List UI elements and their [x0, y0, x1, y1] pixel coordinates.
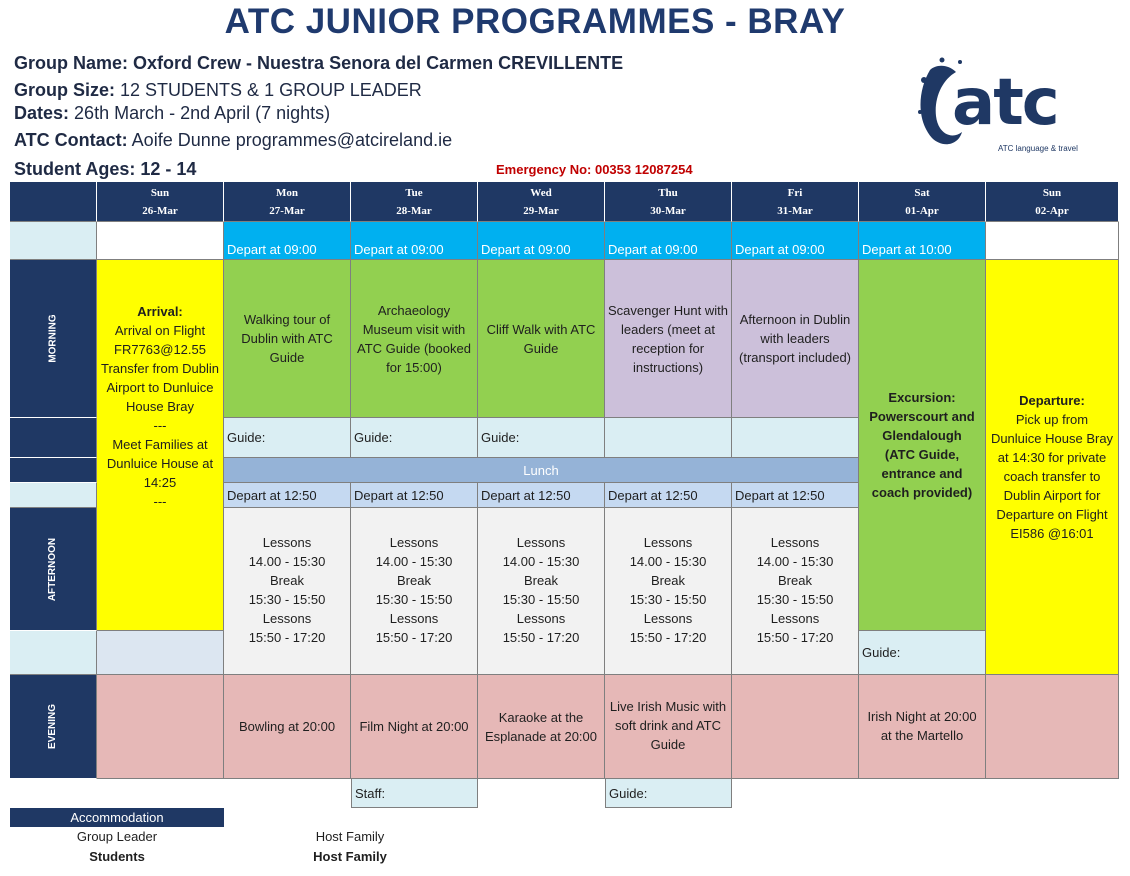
lessons-thu: Lessons 14.00 - 15:30 Break 15:30 - 15:50 Lessons 15:50 - 17:20: [605, 508, 732, 675]
arrival-meet: Meet Families at Dunluice House at 14:25: [106, 437, 214, 490]
dates-value: 26th March - 2nd April (7 nights): [74, 103, 331, 123]
evening-sun: [97, 675, 224, 779]
morning-thu: Scavenger Hunt with leaders (meet at reception for instructions): [605, 260, 732, 418]
excursion-cell: [859, 260, 986, 631]
excursion-destination: Powerscourt and Glendalough: [869, 409, 975, 443]
lessons-mon: Lessons 14.00 - 15:30 Break 15:30 - 15:50 Lessons 15:50 - 17:20: [224, 508, 351, 675]
logo-mark: atc: [952, 66, 1058, 140]
afternoon-label: AFTERNOON: [10, 508, 97, 631]
arrival-cell: [97, 260, 224, 631]
ages-label: Student Ages:: [14, 159, 136, 179]
dates-label: Dates:: [14, 103, 70, 123]
day-header-2: Mon 27-Mar: [224, 182, 351, 222]
group-size-label: Group Size:: [14, 80, 116, 100]
depart-pm-fri: Depart at 12:50: [732, 483, 859, 508]
depart-mon: Depart at 09:00: [224, 222, 351, 260]
evening-fri: [732, 675, 859, 779]
label-spacer-2: [10, 458, 97, 483]
guide-sat: Guide:: [859, 631, 986, 675]
depart-tue: Depart at 09:00: [351, 222, 478, 260]
contact-line: [14, 130, 452, 151]
sun-empty-lower: [97, 631, 224, 675]
day-header-7: Sat 01-Apr: [859, 182, 986, 222]
departure-cell: [986, 260, 1119, 675]
depart-pm-tue: Depart at 12:50: [351, 483, 478, 508]
students-value: Host Family: [313, 849, 387, 864]
arrival-flight: Arrival on Flight FR7763@12.55: [114, 323, 206, 357]
departure-heading: Departure:: [1019, 393, 1085, 408]
lunch-bar: Lunch: [224, 458, 859, 483]
morning-wed: Cliff Walk with ATC Guide: [478, 260, 605, 418]
ages-value: 12 - 14: [140, 159, 197, 179]
depart-row-label: [10, 222, 97, 260]
guide-thu-empty: [605, 418, 732, 458]
excursion-heading: Excursion:: [888, 390, 956, 405]
arrival-sep-1: ---: [153, 418, 167, 433]
evening-sun2: [986, 675, 1119, 779]
depart-wed: Depart at 09:00: [478, 222, 605, 260]
morning-label: MORNING: [10, 260, 97, 418]
depart-fri: Depart at 09:00: [732, 222, 859, 260]
day-header-1: Sun 26-Mar: [97, 182, 224, 222]
depart-empty-sun2: [986, 222, 1119, 260]
evening-thu: Live Irish Music with soft drink and ATC Guide: [605, 675, 732, 779]
accommodation-header: Accommodation: [10, 808, 224, 827]
contact-value: Aoife Dunne programmes@atcireland.ie: [131, 130, 453, 150]
dates-line: [14, 103, 330, 124]
depart-sat: Depart at 10:00: [859, 222, 986, 260]
header-corner: [10, 182, 97, 222]
departure-text: Pick up from Dunluice House Bray at 14:30 for private coach transfer to Dublin Airport for Departure on Flight EI586 @16:01: [990, 412, 1114, 541]
day-header-6: Fri 31-Mar: [732, 182, 859, 222]
arrival-sep-2: ---: [153, 494, 167, 509]
evening-mon: Bowling at 20:00: [224, 675, 351, 779]
depart-pm-mon: Depart at 12:50: [224, 483, 351, 508]
group-name-label: Group Name:: [14, 53, 129, 73]
depart-pm-wed: Depart at 12:50: [478, 483, 605, 508]
morning-mon: Walking tour of Dublin with ATC Guide: [224, 260, 351, 418]
label-spacer-3: [10, 483, 97, 508]
day-header-5: Thu 30-Mar: [605, 182, 732, 222]
guide-fri-empty: [732, 418, 859, 458]
atc-logo: [912, 50, 1112, 160]
evening-label: EVENING: [10, 675, 97, 779]
arrival-heading: Arrival:: [137, 304, 183, 319]
contact-label: ATC Contact:: [14, 130, 128, 150]
depart-thu: Depart at 09:00: [605, 222, 732, 260]
group-leader-label: Group Leader: [76, 829, 158, 844]
guide-thu-evening: Guide:: [605, 779, 732, 808]
guide-tue: Guide:: [351, 418, 478, 458]
guide-wed: Guide:: [478, 418, 605, 458]
evening-wed: Karaoke at the Esplanade at 20:00: [478, 675, 605, 779]
excursion-details: (ATC Guide, entrance and coach provided): [871, 447, 973, 500]
lessons-wed: Lessons 14.00 - 15:30 Break 15:30 - 15:50 Lessons 15:50 - 17:20: [478, 508, 605, 675]
day-header-3: Tue 28-Mar: [351, 182, 478, 222]
label-spacer-4: [10, 631, 97, 675]
guide-mon: Guide:: [224, 418, 351, 458]
lessons-tue: Lessons 14.00 - 15:30 Break 15:30 - 15:50 Lessons 15:50 - 17:20: [351, 508, 478, 675]
day-header-8: Sun 02-Apr: [986, 182, 1119, 222]
group-name-value: Oxford Crew - Nuestra Senora del Carmen CREVILLENTE: [133, 53, 624, 73]
logo-tagline: ATC language & travel: [998, 144, 1078, 153]
ages-line: [14, 159, 196, 180]
evening-sat: Irish Night at 20:00 at the Martello: [859, 675, 986, 779]
group-size-value: 12 STUDENTS & 1 GROUP LEADER: [120, 80, 422, 100]
evening-tue: Film Night at 20:00: [351, 675, 478, 779]
day-header-4: Wed 29-Mar: [478, 182, 605, 222]
morning-tue: Archaeology Museum visit with ATC Guide (booked for 15:00): [351, 260, 478, 418]
lessons-fri: Lessons 14.00 - 15:30 Break 15:30 - 15:50 Lessons 15:50 - 17:20: [732, 508, 859, 675]
emergency-number: Emergency No: 00353 12087254: [496, 162, 693, 177]
group-size-line: [14, 80, 422, 101]
group-name-line: [14, 53, 623, 74]
staff-tue: Staff:: [351, 779, 478, 808]
students-label: Students: [89, 849, 145, 864]
page-title: ATC JUNIOR PROGRAMMES - BRAY: [224, 2, 846, 41]
label-spacer-1: [10, 418, 97, 458]
depart-empty-sun: [97, 222, 224, 260]
morning-fri: Afternoon in Dublin with leaders (transport included): [732, 260, 859, 418]
arrival-transfer: Transfer from Dublin Airport to Dunluice House Bray: [101, 361, 219, 414]
group-leader-value: Host Family: [315, 829, 385, 844]
depart-pm-thu: Depart at 12:50: [605, 483, 732, 508]
